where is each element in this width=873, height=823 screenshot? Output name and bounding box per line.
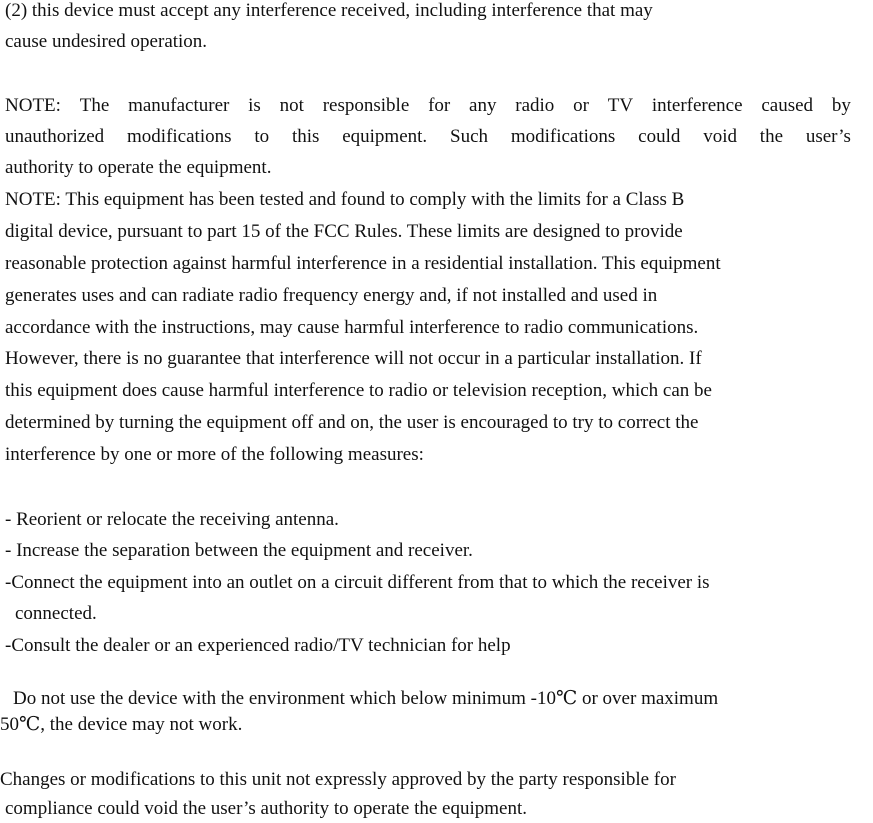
note1-word: caused: [761, 95, 814, 116]
note1-word: the: [759, 126, 784, 147]
note1-word: modifications: [510, 126, 616, 147]
note1-word: or: [573, 95, 589, 116]
intro-line-1: (2) this device must accept any interference received, including interference that may: [5, 0, 653, 21]
note1-word: equipment.: [342, 126, 428, 147]
note2-line-8: determined by turning the equipment off and on, the user is encouraged to try to correct the: [5, 412, 699, 433]
note1-line-2: [5, 126, 851, 148]
note1-word: Such: [450, 126, 488, 147]
note2-line-9: interference by one or more of the following measures:: [5, 444, 424, 465]
note1-word: NOTE:: [5, 95, 61, 116]
measure-item-3-continued: connected.: [15, 603, 97, 624]
note1-word: to: [254, 126, 270, 147]
note2-line-6: However, there is no guarantee that interference will not occur in a particular installation. If: [5, 348, 702, 369]
note1-word: by: [831, 95, 851, 116]
note2-line-1: NOTE: This equipment has been tested and found to comply with the limits for a Class B: [5, 189, 685, 210]
note1-word: not: [279, 95, 304, 116]
measure-item-2: - Increase the separation between the equipment and receiver.: [5, 540, 473, 561]
changes-line-2: compliance could void the user’s authority to operate the equipment.: [5, 798, 527, 819]
note1-word: for: [428, 95, 451, 116]
note1-word: void: [703, 126, 737, 147]
note1-word: user’s: [805, 126, 851, 147]
note1-word: interference: [651, 95, 743, 116]
note1-word: radio: [515, 95, 555, 116]
note2-line-5: accordance with the instructions, may cause harmful interference to radio communications.: [5, 317, 699, 338]
note1-word: any: [469, 95, 497, 116]
temperature-line-2: 50℃, the device may not work.: [0, 714, 243, 735]
note2-line-3: reasonable protection against harmful interference in a residential installation. This equipment: [5, 253, 721, 274]
measure-item-1: - Reorient or relocate the receiving antenna.: [5, 509, 339, 530]
note1-line-3: authority to operate the equipment.: [5, 157, 272, 178]
note1-word: unauthorized: [5, 126, 105, 147]
note2-line-2: digital device, pursuant to part 15 of the FCC Rules. These limits are designed to provide: [5, 221, 683, 242]
measure-item-4: -Consult the dealer or an experienced radio/TV technician for help: [5, 635, 511, 656]
note1-word: is: [248, 95, 261, 116]
note1-word: responsible: [322, 95, 410, 116]
note1-word: The: [79, 95, 110, 116]
intro-line-2: cause undesired operation.: [5, 31, 208, 52]
changes-line-1: Changes or modifications to this unit not expressly approved by the party responsible for: [0, 769, 676, 790]
note1-word: could: [638, 126, 681, 147]
note1-word: modifications: [127, 126, 232, 147]
measure-item-3: -Connect the equipment into an outlet on a circuit different from that to which the receiver is: [5, 572, 710, 593]
note2-line-7: this equipment does cause harmful interference to radio or television reception, which can be: [5, 380, 712, 401]
temperature-line-1: Do not use the device with the environment which below minimum -10℃ or over maximum: [13, 688, 719, 709]
note1-word: manufacturer: [128, 95, 230, 116]
note1-word: this: [291, 126, 320, 147]
note2-line-4: generates uses and can radiate radio frequency energy and, if not installed and used in: [5, 285, 658, 306]
note1-line-1: [5, 95, 851, 117]
note1-word: TV: [607, 95, 634, 116]
